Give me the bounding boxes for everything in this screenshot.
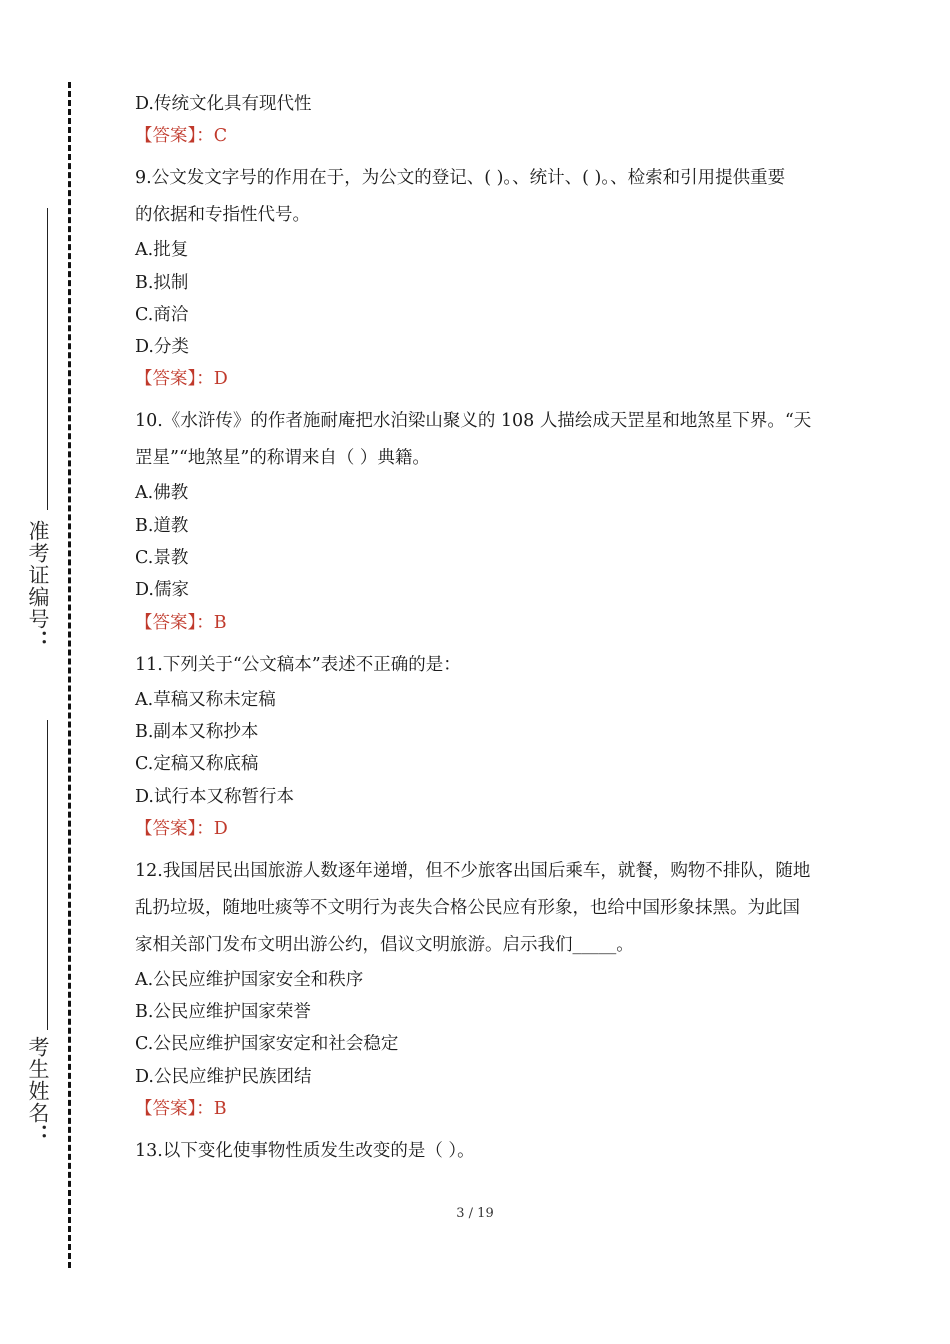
q12-stem-line2: 乱扔垃圾，随地吐痰等不文明行为丧失合格公民应有形象，也给中国形象抹黑。为此国 [135,897,800,918]
q8-option-d: D.传统文化具有现代性 [135,94,312,114]
q12-stem-line3: 家相关部门发布文明出游公约，倡议文明旅游。启示我们_____。 [135,934,634,955]
q9-option-c: C.商洽 [135,304,189,325]
student-name-label: 考生姓名： [26,1036,51,1146]
q8-answer: 【答案】：C [135,126,228,147]
q10-option-b: B.道教 [135,515,189,536]
q11-option-d: D.试行本又称暂行本 [135,786,294,807]
q12-stem-line1: 12.我国居民出国旅游人数逐年递增，但不少旅客出国后乘车，就餐，购物不排队，随地 [135,860,811,881]
exam-id-label: 准考证编号： [26,520,51,652]
q11-option-c: C.定稿又称底稿 [135,754,259,775]
q12-answer: 【答案】：B [135,1099,227,1120]
binding-solid-line-2 [47,720,48,1030]
binding-dashed-line [68,82,71,1268]
q11-option-a: A.草稿又称未定稿 [135,689,276,710]
q10-option-a: A.佛教 [135,483,189,504]
q10-answer: 【答案】：B [135,612,227,633]
q12-option-d: D.公民应维护民族团结 [135,1066,312,1087]
q9-option-b: B.拟制 [135,272,189,293]
q10-option-d: D.儒家 [135,580,189,601]
q13-stem-line1: 13.以下变化使事物性质发生改变的是（ ）。 [135,1141,475,1162]
q11-answer: 【答案】：D [135,818,228,839]
q9-stem-line1: 9.公文发文字号的作用在于，为公文的登记、( )。、统计、( )。、检索和引用提供重要 [135,168,786,189]
q12-option-b: B.公民应维护国家荣誉 [135,1002,311,1023]
q10-stem-line2: 罡星”“地煞星”的称谓来自（ ）典籍。 [135,448,430,469]
q9-option-d: D.分类 [135,337,189,358]
question-content [135,88,870,1170]
q9-stem-line2: 的依据和专指性代号。 [135,205,310,226]
q10-stem-line1: 10.《水浒传》的作者施耐庵把水泊梁山聚义的 108 人描绘成天罡星和地煞星下界。“天 [135,411,812,432]
q11-option-b: B.副本又称抄本 [135,721,259,742]
page-number: 3 / 19 [456,1206,494,1221]
binding-solid-line-1 [47,208,48,510]
q9-option-a: A.批复 [135,240,189,261]
q12-option-a: A.公民应维护国家安全和秩序 [135,969,364,990]
q9-answer: 【答案】：D [135,369,228,390]
q12-option-c: C.公民应维护国家安定和社会稳定 [135,1034,399,1055]
q11-stem-line1: 11.下列关于“公文稿本”表述不正确的是： [135,654,461,675]
q10-option-c: C.景教 [135,548,189,569]
